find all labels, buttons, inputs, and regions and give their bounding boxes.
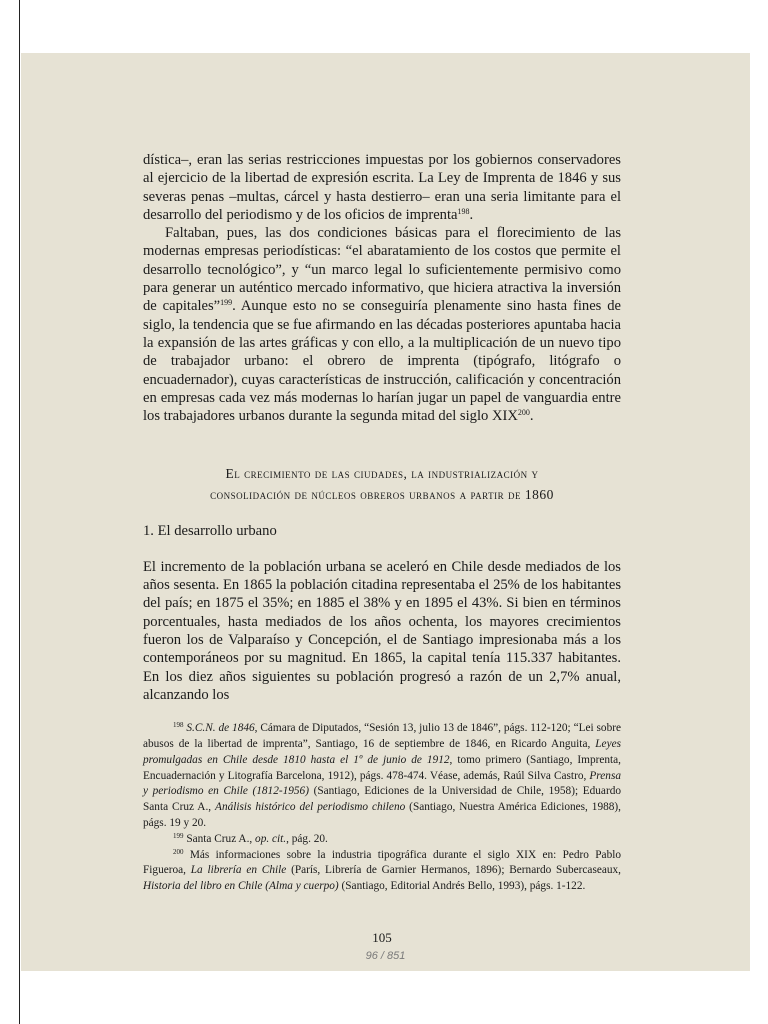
footnote-198-title-1: S.C.N. de 1846 xyxy=(186,722,255,735)
footnote-200-number: 200 xyxy=(173,847,184,856)
paragraph-3: El incremento de la población urbana se aceleró en Chile desde mediados de los años sesenta. En 1865 la población citadina representaba el 25% de los habitantes del país; en 1875 el 35%; en 1885 el 38% y en 1895 el 43%. Si bien en términos porcentuales, hasta mediados de los años ochenta, los mayores crecimientos fueron los de Valparaíso y Concepción, el de Santiago impresionaba más a los contemporáneos por su magnitud. En 1865, la capital tenía 115.337 habitantes. En los diez años siguientes su población progresó a razón de un 2,7% anual, alcanzando los xyxy=(143,558,621,703)
footnote-200-text-3: (Santiago, Editorial Andrés Bello, 1993), págs. 1-122. xyxy=(338,880,586,893)
footnote-198-number: 198 xyxy=(173,721,184,730)
paragraph-2 xyxy=(143,224,621,425)
footnote-199 xyxy=(143,832,621,848)
footnote-200-title-2: Historia del libro en Chile (Alma y cuerpo) xyxy=(143,880,339,893)
paragraph-2-text-a: Faltaban, pues, las dos condiciones básicas para el florecimiento de las modernas empresas periodísticas: “el abaratamiento de los costos que permite el desarrollo tecnológico”, y “un marco legal lo suficientemente permisivo como para generar un auténtico mercado informativo, que hiciera atractiva la inversión de capitales” xyxy=(143,225,621,315)
footnote-200-title-1: La librería en Chile xyxy=(190,864,287,877)
footnote-ref-200[interactable]: 200 xyxy=(517,408,530,418)
footnote-199-text-1: Santa Cruz A., xyxy=(186,832,256,845)
footnote-200-text-2: (París, Librería de Garnier Hermanos, 1896); Bernardo Subercaseaux, xyxy=(286,864,621,877)
page-counter: 96 / 851 xyxy=(365,950,406,962)
page-number: 105 xyxy=(372,930,392,945)
footnote-200 xyxy=(143,848,621,895)
footnote-199-number: 199 xyxy=(173,831,184,840)
footnote-199-title: op. cit. xyxy=(255,832,287,845)
opening-text xyxy=(143,151,621,425)
footnote-198 xyxy=(143,721,621,832)
footnote-200-text-1: Más informaciones sobre la industria tipográfica durante el siglo XIX en: Pedro Pablo Figueroa, xyxy=(143,848,622,877)
footnote-198-text-3: (Santiago, Ediciones de la Universidad de Chile, 1958); Eduardo Santa Cruz A., xyxy=(143,785,622,814)
footnote-198-text-2: , tomo primero (Santiago, Imprenta, Encuadernación y Litografía Barcelona, 1912), págs. 478-474. Véase, además, Raúl Silva Castro, xyxy=(143,753,621,782)
subheading: 1. El desarrollo urbano xyxy=(143,523,277,540)
footnote-198-title-4: Análisis histórico del periodismo chileno xyxy=(215,801,406,814)
footnote-198-title-2: Leyes promulgadas en Chile desde 1810 hasta el 1º de junio de 1912 xyxy=(143,737,621,766)
document-page xyxy=(21,53,750,971)
paragraph-1 xyxy=(143,151,621,224)
section-text xyxy=(143,558,621,704)
section-heading-line-2: consolidación de núcleos obreros urbanos a partir de 1860 xyxy=(210,487,554,503)
paragraph-1-text: dística–, eran las serias restricciones impuestas por los gobiernos conservadores al ejercicio de la libertad de expresión escrita. La Ley de Imprenta de 1846 y sus severas penas –multas, cárcel y hasta destierro– eran una seria limitante para el desarrollo del periodismo y de los oficios de imprenta xyxy=(143,152,621,223)
footnote-198-text-1: , Cámara de Diputados, “Sesión 13, julio 13 de 1846”, págs. 112-120; “Lei sobre abusos de la libertad de imprenta”, Santiago, 16 de septiembre de 1846, en Ricardo Anguita, xyxy=(143,722,621,750)
page-content xyxy=(143,151,621,895)
paragraph-2-text-b: . Aunque esto no se conseguiría plenamente sino hasta fines de siglo, la tendencia que se fue afirmando en las décadas posteriores apuntaba hacia la expansión de las artes gráficas y con ello, a la multiplicación de un nuevo tipo de trabajador urbano: el obrero de imprenta (tipógrafo, litógrafo o encuadernador), cuyas características de instrucción, calificación y concentración en empresas cada vez más modernas lo harían jugar un papel de vanguardia entre los trabajadores urbanos durante la segunda mitad del siglo XIX xyxy=(143,298,621,425)
footnote-ref-199[interactable]: 199 xyxy=(220,298,233,308)
footnote-198-text-4: (Santiago, Nuestra América Ediciones, 1988), págs. 19 y 20. xyxy=(143,801,621,829)
footnote-ref-198[interactable]: 198 xyxy=(457,206,470,216)
paragraph-2-end: . xyxy=(529,408,534,425)
paragraph-1-end: . xyxy=(469,206,474,223)
section-heading xyxy=(143,463,621,505)
footnotes xyxy=(143,721,621,895)
footnote-199-text-2: , pág. 20. xyxy=(286,832,328,845)
section-heading-line-1: El crecimiento de las ciudades, la industrialización y xyxy=(225,466,539,482)
left-edge-rule xyxy=(19,0,20,1024)
footnote-198-title-3: Prensa y periodismo en Chile (1812-1956) xyxy=(143,769,621,798)
